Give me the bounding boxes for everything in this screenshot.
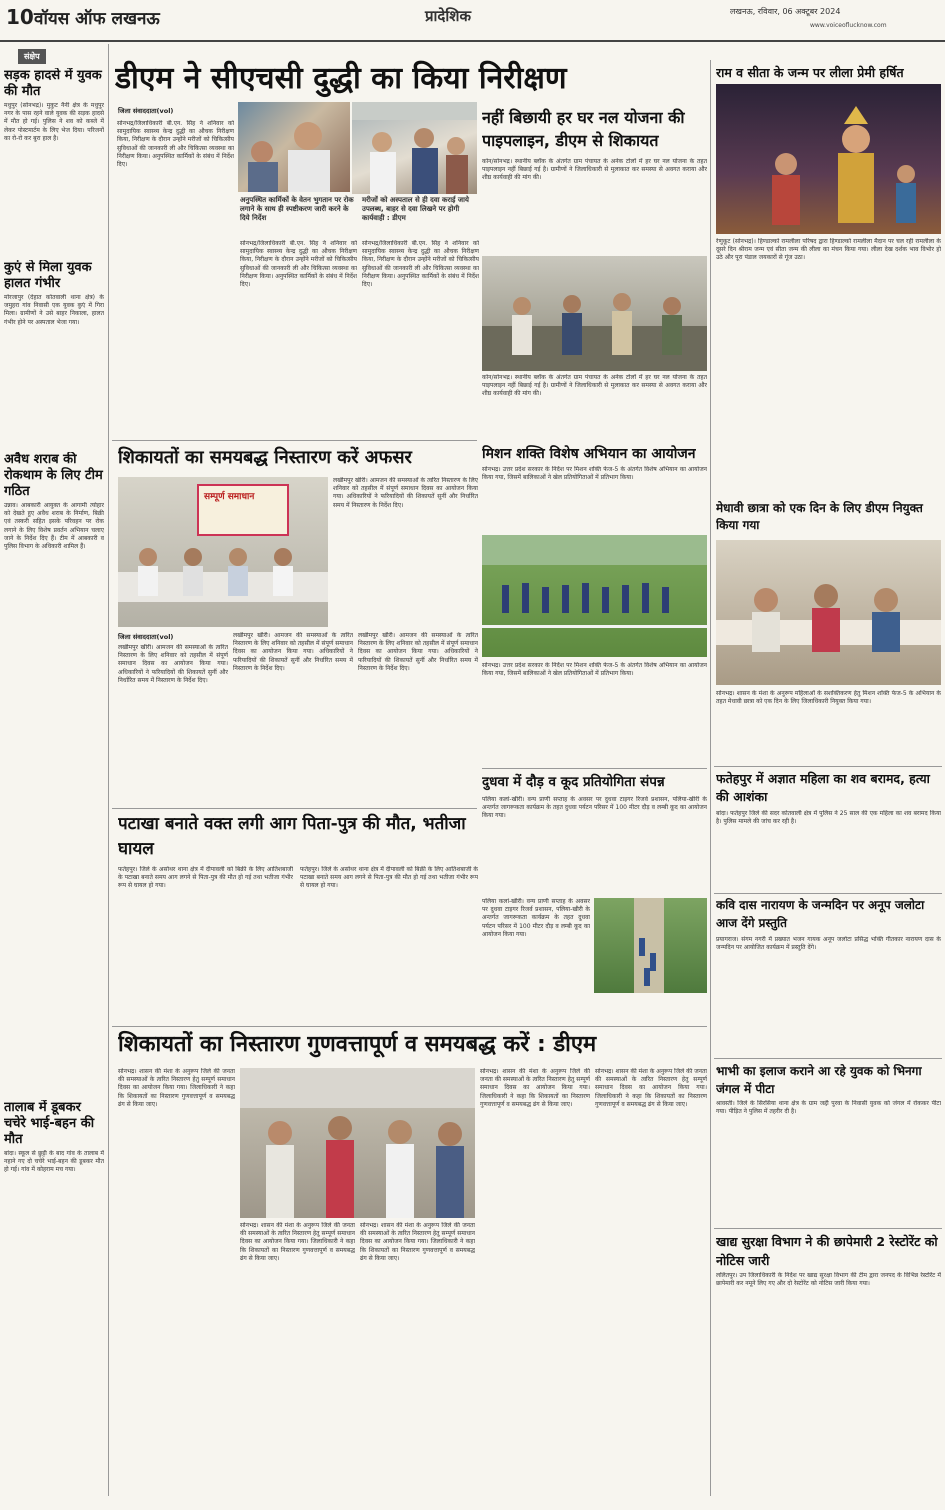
firecracker-body-1: फतेहपुर। जिले के असोथर थाना क्षेत्र में दीपावली को बिक्री के लिए आतिशबाजी के पटाखा बनाते समय आग लगने से पिता-पुत्र की मौत हो गई तथा भतीजा गंभीर रूप से घायल हो गया। [118, 866, 293, 890]
date-line: लखनऊ, रविवार, 06 अक्टूबर 2024 [730, 7, 841, 16]
sidebar-body-1: मधुपुर (सोनभद्र)। मुकुट नैनी क्षेत्र के मधुपुर नगर के पास रहने वाले युवक की सड़क हादसे में मौत हो गई। पुलिस ने शव को कब्जे में लेकर पोस्टमार्टम के लिए भेज दिया। परिजनों का रो-रो कर बुरा हाल है। [4, 102, 104, 142]
complaint-headline: शिकायतों का समयबद्ध निस्तारण करें अफसर [118, 447, 412, 468]
sidebar-headline-4: तालाब में डूबकर चचेरे भाई-बहन की मौत [4, 1100, 95, 1147]
complaint-body-3: लखीमपुर खीरी। आमजन की समस्याओं के त्वरित निस्तारण के लिए शनिवार को तहसील में संपूर्ण समाधान दिवस का आयोजन किया गया। अधिकारियों ने फरियादियों की शिकायतें सुनीं और निर्धारित समय में निस्तारण के निर्देश दिए। [358, 632, 478, 672]
sidebar-body-4: बांदा। स्कूल से छुट्टी के बाद गांव के तालाब में नहाने गए दो चचेरे भाई-बहन की डूबकर मौत हो गई। गांव में कोहराम मच गया। [4, 1150, 104, 1174]
treatment-headline: भाभी का इलाज कराने आ रहे युवक को भिनगा जंगल में पीटा [716, 1064, 922, 1096]
lead-callout: अनुपस्थित कार्मिकों के वेतन भुगतान पर रोक लगाने के साथ ही स्पष्टीकरण जारी करने के दिये निर्देश [240, 196, 354, 222]
bottom-photo [240, 1068, 475, 1218]
lead-callout-2: मरीजों को अस्पताल से ही दवा कराई जाये उपलब्ध, बाहर से दवा लिखने पर होगी कार्यवाही : डीएम [362, 196, 469, 222]
complaint-body-right: लखीमपुर खीरी। आमजन की समस्याओं के त्वरित निस्तारण के लिए शनिवार को तहसील में संपूर्ण समाधान दिवस का आयोजन किया गया। अधिकारियों ने फरियादियों की शिकायतें सुनीं और निर्धारित समय में निस्तारण के निर्देश दिए। [333, 477, 478, 509]
sidebar-body-3: उन्नाव। आबकारी आयुक्त के आगामी त्योहार को देखते हुए अवैध शराब के निर्माण, बिक्री एवं तस्करी सहित इसके परिवहन पर रोक लगाने के लिए विशेष प्रवर्तन अभियान चलाए जाने के निर्देश दिए हैं। टीम में आबकारी व पुलिस विभाग के अधिकारी शामिल हैं। [4, 502, 104, 551]
poet-headline: कवि दास नारायण के जन्मदिन पर अनूप जलोटा आज देंगे प्रस्तुति [716, 898, 925, 930]
girl-dm-headline: मेधावी छात्रा को एक दिन के लिए डीएम नियुक्त किया गया [716, 501, 923, 532]
firecracker-body-2: फतेहपुर। जिले के असोथर थाना क्षेत्र में दीपावली को बिक्री के लिए आतिशबाजी के पटाखा बनाते समय आग लगने से पिता-पुत्र की मौत हो गई तथा भतीजा गंभीर रूप से घायल हो गया। [300, 866, 478, 890]
food-safety-headline: खाद्य सुरक्षा विभाग ने की छापेमारी 2 रेस्टोरेंट को नोटिस जारी [716, 1234, 938, 1268]
lead-photo-doctor [238, 102, 350, 192]
complaint-byline: जिला संवाददाता(vol) [118, 633, 174, 641]
mission-photo [482, 535, 707, 657]
ram-sita-body: रेणुकूट (सोनभद्र)। हिण्डाल्को रामलीला परिषद द्वारा हिण्डाल्को रामलीला मैदान पर चल रही रामलीला के दूसरे दिन श्रीराम जन्म एवं सीता जन्म की लीला का मंचन किया गया। लीला देख दर्शक भाव विभोर हो उठे और पूरा पंडाल जयकारों से गूंज उठा। [716, 238, 941, 262]
food-safety-body: ललितपुर। उप जिलाधिकारी के निर्देश पर खाद्य सुरक्षा विभाग की टीम द्वारा जनपद के विभिन्न रेस्टोरेंट में छापेमारी कर नमूने लिए गए और दो रेस्टोरेंट को नोटिस जारी किया गया। [716, 1272, 941, 1288]
bottom-body-1: सोनभद्र। शासन की मंशा के अनुरूप जिले की जनता की समस्याओं के त्वरित निस्तारण हेतु सम्पूर्ण समाधान दिवस का आयोजन किया गया। जिलाधिकारी ने कहा कि शिकायतों का निस्तारण गुणवत्तापूर्ण व समयबद्ध ढंग से किया जाए। [118, 1068, 235, 1108]
water-body: कोन/सोनभद्र। स्थानीय ब्लॉक के अंतर्गत ग्राम पंचायत के अनेक टोलों में हर घर नल योजना के तहत पाइपलाइन नहीं बिछाई गई है। ग्रामीणों ने जिलाधिकारी से मुलाकात कर समस्या से अवगत कराया और शीघ्र कार्यवाही की मांग की। [482, 158, 707, 182]
lead-body-col3: सोनभद्र/जिलाधिकारी बी.एन. सिंह ने शनिवार को सामुदायिक स्वास्थ्य केन्द्र दुद्धी का औचक निरीक्षण किया, निरीक्षण के दौरान उन्होंने मरीजों को चिकित्सीय सुविधाओं की जानकारी ली और चिकित्सा व्यवस्था का निरीक्षण किया। अनुपस्थित कार्मिकों के संबंध में निर्देश दिए। [362, 240, 479, 289]
complaint-body-1: लखीमपुर खीरी। आमजन की समस्याओं के त्वरित निस्तारण के लिए शनिवार को तहसील में संपूर्ण समाधान दिवस का आयोजन किया गया। अधिकारियों ने फरियादियों की शिकायतें सुनीं और निर्धारित समय में निस्तारण के निर्देश दिए। [118, 644, 228, 684]
sidebar-headline-1: सड़क हादसे में युवक की मौत [4, 68, 102, 99]
girl-dm-photo [716, 540, 941, 685]
bottom-body-3: सोनभद्र। शासन की मंशा के अनुरूप जिले की जनता की समस्याओं के त्वरित निस्तारण हेतु सम्पूर्ण समाधान दिवस का आयोजन किया गया। जिलाधिकारी ने कहा कि शिकायतों का निस्तारण गुणवत्तापूर्ण व समयबद्ध ढंग से किया जाए। [360, 1222, 475, 1262]
race-body-2: पलिया कलां-खीरी। वन्य प्राणी सप्ताह के अवसर पर दुधवा टाइगर रिजर्व प्रशासन, पलिया-खीरी के अन्तर्गत जागरूकता कार्यक्रम के तहत दुधवा पर्यटन परिसर में 100 मीटर दौड़ व लम्बी कूद का आयोजन किया गया। [482, 898, 590, 938]
mission-headline: मिशन शक्ति विशेष अभियान का आयोजन [482, 446, 696, 462]
ram-sita-photo [716, 84, 941, 234]
lead-body-col2: सोनभद्र/जिलाधिकारी बी.एन. सिंह ने शनिवार को सामुदायिक स्वास्थ्य केन्द्र दुद्धी का औचक निरीक्षण किया, निरीक्षण के दौरान उन्होंने मरीजों को चिकित्सीय सुविधाओं की जानकारी ली और चिकित्सा व्यवस्था का निरीक्षण किया। अनुपस्थित कार्मिकों के संबंध में निर्देश दिए। [240, 240, 357, 289]
lead-byline: जिला संवाददाता(vol) [118, 107, 174, 115]
bottom-body-4: सोनभद्र। शासन की मंशा के अनुरूप जिले की जनता की समस्याओं के त्वरित निस्तारण हेतु सम्पूर्ण समाधान दिवस का आयोजन किया गया। जिलाधिकारी ने कहा कि शिकायतों का निस्तारण गुणवत्तापूर्ण व समयबद्ध ढंग से किया जाए। [480, 1068, 590, 1108]
complaint-photo [118, 477, 328, 627]
unknown-woman-body: बांदा। फतेहपुर जिले की सदर कोतवाली क्षेत्र में पुलिस ने 25 साल की एक महिला का शव बरामद किया है। पुलिस मामले की जांच कर रही है। [716, 810, 941, 826]
paper-name: वॉयस ऑफ लखनऊ [34, 9, 160, 29]
sidebar-label: संक्षेप [18, 49, 46, 64]
lead-photo-inspection [352, 102, 477, 194]
masthead [0, 0, 945, 42]
water-body-2: कोन/सोनभद्र। स्थानीय ब्लॉक के अंतर्गत ग्राम पंचायत के अनेक टोलों में हर घर नल योजना के तहत पाइपलाइन नहीं बिछाई गई है। ग्रामीणों ने जिलाधिकारी से मुलाकात कर समस्या से अवगत कराया और शीघ्र कार्यवाही की मांग की। [482, 374, 707, 398]
race-headline: दुधवा में दौड़ व कूद प्रतियोगिता संपन्न [482, 774, 665, 790]
race-body: पलिया कलां-खीरी। वन्य प्राणी सप्ताह के अवसर पर दुधवा टाइगर रिजर्व प्रशासन, पलिया-खीरी के अन्तर्गत जागरूकता कार्यक्रम के तहत दुधवा पर्यटन परिसर में 100 मीटर दौड़ व लम्बी कूद का आयोजन किया गया। [482, 796, 707, 820]
poet-body: प्रयागराज। संगम नगरी में प्रख्यात भजन गायक अनूप जलोटा प्रसिद्ध भक्ति गीतकार नारायण दास के जन्मदिन पर आयोजित कार्यक्रम में प्रस्तुति देंगे। [716, 936, 941, 952]
water-photo [482, 256, 707, 371]
mission-body-2: सोनभद्र। उत्तर प्रदेश सरकार के निर्देश पर मिशन शक्ति फेज-5 के अंतर्गत विशेष अभियान का आयोजन किया गया, जिसमें बालिकाओं ने खेल प्रतियोगिताओं में प्रतिभाग किया। [482, 662, 707, 678]
treatment-body: श्रावस्ती। जिले के सिरसिया थाना क्षेत्र के ग्राम जद्दी पुरवा के निवासी युवक को जंगल में रोककर पीटा गया। पीड़ित ने पुलिस में तहरीर दी है। [716, 1100, 941, 1116]
sidebar-body-2: मोरजापुर (देहात कोतवाली थाना क्षेत्र) के जमुहरा गांव निवासी एक युवक कुएं में गिरा मिला। ग्रामीणों ने उसे बाहर निकाला, हालत गंभीर होने पर अस्पताल भेजा गया। [4, 294, 104, 326]
race-photo [594, 898, 707, 993]
girl-dm-body: सोनभद्र। शासन के मंशा के अनुरूप महिलाओं के सशक्तिकरण हेतु मिशन शक्ति फेज-5 के अभियान के तहत मेधावी छात्रा को एक दिन के लिए जिलाधिकारी नियुक्त किया गया। [716, 690, 941, 706]
lead-body-col1: सोनभद्र/जिलाधिकारी बी.एन. सिंह ने शनिवार को सामुदायिक स्वास्थ्य केन्द्र दुद्धी का औचक निरीक्षण किया, निरीक्षण के दौरान उन्होंने मरीजों को चिकित्सीय सुविधाओं की जानकारी ली और चिकित्सा व्यवस्था का निरीक्षण किया। अनुपस्थित कार्मिकों के संबंध में निर्देश दिए। [117, 120, 234, 169]
lead-headline: डीएम ने सीएचसी दुद्धी का किया निरीक्षण [115, 61, 567, 96]
sidebar [4, 44, 104, 1496]
sidebar-headline-2: कुएं से मिला युवक हालत गंभीर [4, 260, 92, 291]
sidebar-headline-3: अवैध शराब की रोकथाम के लिए टीम गठित [4, 452, 103, 499]
bottom-body-5: सोनभद्र। शासन की मंशा के अनुरूप जिले की जनता की समस्याओं के त्वरित निस्तारण हेतु सम्पूर्ण समाधान दिवस का आयोजन किया गया। जिलाधिकारी ने कहा कि शिकायतों का निस्तारण गुणवत्तापूर्ण व समयबद्ध ढंग से किया जाए। [595, 1068, 707, 1108]
complaint-body-2: लखीमपुर खीरी। आमजन की समस्याओं के त्वरित निस्तारण के लिए शनिवार को तहसील में संपूर्ण समाधान दिवस का आयोजन किया गया। अधिकारियों ने फरियादियों की शिकायतें सुनीं और निर्धारित समय में निस्तारण के निर्देश दिए। [233, 632, 353, 672]
website: www.voiceoflucknow.com [810, 22, 887, 29]
water-headline: नहीं बिछायी हर घर नल योजना की पाइपलाइन, डीएम से शिकायत [482, 108, 685, 150]
page-number: 10 [6, 5, 34, 29]
ram-sita-headline: राम व सीता के जन्म पर लीला प्रेमी हर्षित [716, 65, 904, 80]
unknown-woman-headline: फतेहपुर में अज्ञात महिला का शव बरामद, हत्या की आशंका [716, 771, 930, 804]
firecracker-headline: पटाखा बनाते वक्त लगी आग पिता-पुत्र की मौत, भतीजा घायल [118, 814, 466, 859]
bottom-body-2: सोनभद्र। शासन की मंशा के अनुरूप जिले की जनता की समस्याओं के त्वरित निस्तारण हेतु सम्पूर्ण समाधान दिवस का आयोजन किया गया। जिलाधिकारी ने कहा कि शिकायतों का निस्तारण गुणवत्तापूर्ण व समयबद्ध ढंग से किया जाए। [240, 1222, 355, 1262]
bottom-headline: शिकायतों का निस्तारण गुणवत्तापूर्ण व समयबद्ध करें : डीएम [118, 1032, 597, 1057]
section-title: प्रादेशिक [425, 7, 471, 25]
mission-body: सोनभद्र। उत्तर प्रदेश सरकार के निर्देश पर मिशन शक्ति फेज-5 के अंतर्गत विशेष अभियान का आयोजन किया गया, जिसमें बालिकाओं ने खेल प्रतियोगिताओं में प्रतिभाग किया। [482, 466, 707, 482]
complaint-banner: सम्पूर्ण समाधान [204, 492, 255, 502]
